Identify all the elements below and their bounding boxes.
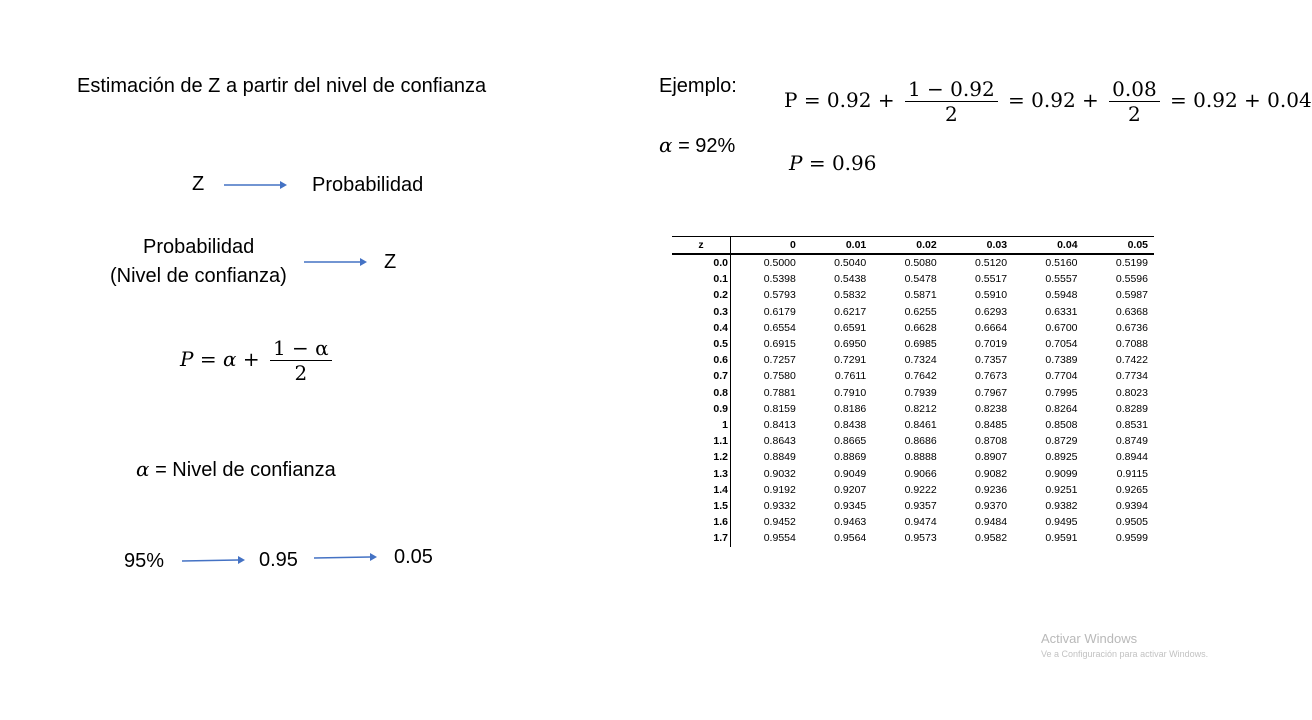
- alpha-definition: [136, 457, 336, 482]
- probability-cell: 0.6179: [763, 305, 796, 318]
- probability-cell: 0.9066: [904, 467, 937, 480]
- probability-cell: 0.7704: [1045, 370, 1078, 383]
- z-value-cell: 1.5: [672, 498, 731, 514]
- probability-cell: 0.7611: [834, 370, 867, 383]
- probability-cell: 0.7054: [1045, 338, 1078, 351]
- table-row: [672, 530, 1154, 546]
- probability-cell: 0.5832: [834, 289, 867, 302]
- eq-rhs: = 0.92 + 0.04: [1170, 88, 1312, 112]
- probability-cell: 0.8665: [834, 435, 867, 448]
- arrow-right-icon: [314, 550, 378, 564]
- probability-cell: 0.9099: [1045, 467, 1078, 480]
- probability-cell: 0.8238: [974, 402, 1008, 415]
- z-label-2: Z: [384, 251, 397, 273]
- probability-cell: 0.7673: [974, 370, 1008, 383]
- z-label: Z: [192, 173, 205, 195]
- z-value-cell: 0.1: [672, 271, 731, 287]
- z-value-cell: 1.6: [672, 514, 731, 530]
- probability-cell: 0.5120: [974, 257, 1008, 269]
- eq-frac2-num: 0.08: [1112, 77, 1157, 101]
- alpha-example: [659, 133, 735, 158]
- z-value-cell: 0.3: [672, 304, 731, 320]
- probability-cell: 0.9463: [834, 516, 867, 529]
- alpha-symbol: α: [659, 133, 673, 157]
- probability-cell: 0.5910: [974, 289, 1008, 302]
- probability-cell: 0.8413: [763, 419, 796, 432]
- table-row: [672, 320, 1154, 336]
- alpha-example-text: = 92%: [672, 135, 736, 157]
- probability-cell: 0.5871: [904, 289, 937, 302]
- probability-cell: 0.9484: [974, 516, 1008, 529]
- z-table-header-cell: 0.04: [1013, 237, 1083, 255]
- probability-cell: 0.9251: [1045, 483, 1078, 496]
- probability-cell: 0.8907: [974, 451, 1008, 464]
- probability-cell: 0.5438: [834, 273, 867, 286]
- table-row: [672, 385, 1154, 401]
- arrow-right-icon: [304, 255, 368, 269]
- probability-cell: 0.8485: [974, 419, 1008, 432]
- z-value-cell: 1.3: [672, 466, 731, 482]
- probability-cell: 0.5199: [1115, 257, 1148, 269]
- example-result: [789, 151, 876, 175]
- conversion-decimal: 0.95: [259, 549, 298, 571]
- z-table-header-cell: 0.02: [872, 237, 942, 255]
- probability-cell: 0.7357: [974, 354, 1008, 367]
- probability-cell: 0.6915: [763, 338, 796, 351]
- probability-cell: 0.8729: [1045, 435, 1078, 448]
- probability-cell: 0.7422: [1115, 354, 1148, 367]
- z-table-header-cell: 0: [731, 237, 802, 255]
- z-value-cell: 0.0: [672, 254, 731, 271]
- probability-cell: 0.5398: [763, 273, 796, 286]
- probability-cell: 0.8264: [1045, 402, 1078, 415]
- probability-label: Probabilidad: [312, 174, 424, 196]
- probability-formula: P = α + $\frac{1 - \alpha}{2}$: [180, 336, 336, 385]
- z-value-cell: 0.8: [672, 385, 731, 401]
- probability-cell: 0.7291: [834, 354, 867, 367]
- probability-cell: 0.9357: [904, 500, 937, 513]
- probability-cell: 0.9049: [834, 467, 867, 480]
- formula-denominator: 2: [270, 360, 332, 385]
- probability-cell: 0.8508: [1045, 419, 1078, 432]
- probability-cell: 0.5080: [904, 257, 937, 269]
- probability-cell: 0.5478: [904, 273, 937, 286]
- probability-cell: 0.5596: [1115, 273, 1148, 286]
- probability-cell: 0.6217: [834, 305, 867, 318]
- probability-cell: 0.9505: [1115, 516, 1148, 529]
- probability-cell: 0.8849: [763, 451, 796, 464]
- probability-cell: 0.6664: [974, 321, 1008, 334]
- z-value-cell: 1: [672, 417, 731, 433]
- probability-cell: 0.8888: [904, 451, 937, 464]
- probability-cell: 0.9222: [904, 483, 937, 496]
- probability-cell: 0.9599: [1115, 532, 1148, 545]
- probability-cell: 0.7995: [1045, 386, 1078, 399]
- formula-alpha: α: [222, 347, 237, 371]
- probability-cell: 0.7939: [904, 386, 937, 399]
- z-value-cell: 1.4: [672, 482, 731, 498]
- z-value-cell: 1.1: [672, 433, 731, 449]
- probability-cell: 0.7734: [1115, 370, 1148, 383]
- probability-cell: 0.9265: [1115, 483, 1148, 496]
- eq-frac1-num: 1 − 0.92: [907, 77, 995, 101]
- probability-cell: 0.9192: [763, 483, 796, 496]
- probability-cell: 0.8643: [763, 435, 796, 448]
- slide-title: Estimación de Z a partir del nivel de confianza: [77, 75, 487, 97]
- formula-numerator: 1 − α: [272, 336, 329, 360]
- probability-cell: 0.9382: [1045, 500, 1078, 513]
- probability-cell: 0.9573: [904, 532, 937, 545]
- probability-cell: 0.8749: [1115, 435, 1148, 448]
- z-value-cell: 1.2: [672, 449, 731, 465]
- probability-cell: 0.6628: [904, 321, 937, 334]
- z-table-header-cell: z: [672, 237, 731, 255]
- table-row: [672, 368, 1154, 384]
- probability-cell: 0.7088: [1115, 338, 1148, 351]
- probability-cell: 0.7881: [763, 386, 796, 399]
- eq-mid: = 0.92 +: [1008, 88, 1099, 112]
- probability-cell: 0.6368: [1115, 305, 1148, 318]
- probability-cell: 0.7389: [1045, 354, 1078, 367]
- probability-cell: 0.9495: [1045, 516, 1078, 529]
- table-row: [672, 498, 1154, 514]
- z-table-header-cell: 0.01: [802, 237, 872, 255]
- table-row: [672, 271, 1154, 287]
- probability-cell: 0.9370: [974, 500, 1008, 513]
- probability-cell: 0.9082: [974, 467, 1008, 480]
- probability-cell: 0.6293: [974, 305, 1008, 318]
- table-row: [672, 449, 1154, 465]
- table-row: [672, 336, 1154, 352]
- probability-cell: 0.6554: [763, 321, 796, 334]
- probability-cell: 0.7324: [904, 354, 937, 367]
- table-row: [672, 287, 1154, 303]
- probability-cell: 0.9394: [1115, 500, 1148, 513]
- z-value-cell: 0.7: [672, 368, 731, 384]
- z-table: [672, 236, 1156, 552]
- probability-cell: 0.9564: [834, 532, 867, 545]
- probability-cell: 0.8925: [1045, 451, 1078, 464]
- probability-cell: 0.6950: [834, 338, 867, 351]
- eq-frac1-den: 2: [905, 101, 998, 126]
- probability-cell: 0.6331: [1045, 305, 1078, 318]
- probability-cell: 0.9115: [1116, 467, 1148, 480]
- z-value-cell: 0.5: [672, 336, 731, 352]
- probability-cell: 0.8944: [1115, 451, 1148, 464]
- probability-cell: 0.8212: [904, 402, 937, 415]
- probability-cell: 0.8531: [1115, 419, 1148, 432]
- probability-cell: 0.6255: [904, 305, 937, 318]
- z-value-cell: 0.2: [672, 287, 731, 303]
- probability-cell: 0.9032: [763, 467, 796, 480]
- z-value-cell: 0.9: [672, 401, 731, 417]
- probability-cell: 0.6985: [904, 338, 937, 351]
- probability-cell: 0.9474: [904, 516, 937, 529]
- result-p: P: [789, 151, 803, 175]
- probability-label-2: Probabilidad: [143, 236, 255, 258]
- probability-cell: 0.9452: [763, 516, 796, 529]
- probability-cell: 0.5040: [834, 257, 867, 269]
- probability-cell: 0.9582: [974, 532, 1008, 545]
- alpha-symbol: α: [136, 457, 150, 481]
- probability-cell: 0.8686: [904, 435, 937, 448]
- probability-cell: 0.9332: [763, 500, 796, 513]
- probability-cell: 0.5793: [763, 289, 796, 302]
- probability-cell: 0.7642: [904, 370, 937, 383]
- alpha-definition-text: = Nivel de confianza: [149, 459, 336, 481]
- example-label: Ejemplo:: [659, 75, 737, 97]
- probability-cell: 0.7257: [763, 354, 796, 367]
- table-row: [672, 401, 1154, 417]
- probability-cell: 0.9554: [763, 532, 796, 545]
- probability-cell: 0.5557: [1045, 273, 1078, 286]
- confidence-level-label: (Nivel de confianza): [110, 265, 287, 287]
- probability-cell: 0.9207: [834, 483, 867, 496]
- conversion-percent: 95%: [124, 550, 165, 572]
- probability-cell: 0.8186: [834, 402, 867, 415]
- probability-cell: 0.9236: [974, 483, 1008, 496]
- probability-cell: 0.6700: [1045, 321, 1078, 334]
- probability-cell: 0.5000: [763, 257, 796, 269]
- z-value-cell: 1.7: [672, 530, 731, 546]
- table-row: [672, 433, 1154, 449]
- probability-cell: 0.8708: [974, 435, 1008, 448]
- result-value: = 0.96: [802, 151, 877, 175]
- activate-windows-title: Activar Windows: [1041, 631, 1138, 646]
- probability-cell: 0.5517: [974, 273, 1008, 286]
- eq-lhs: P = 0.92 +: [784, 88, 895, 112]
- conversion-complement: 0.05: [394, 546, 433, 568]
- table-row: [672, 482, 1154, 498]
- arrow-right-icon: [224, 178, 288, 192]
- probability-cell: 0.8461: [904, 419, 937, 432]
- probability-cell: 0.8289: [1115, 402, 1148, 415]
- probability-cell: 0.8159: [763, 402, 796, 415]
- probability-cell: 0.7019: [974, 338, 1008, 351]
- formula-p: P: [180, 347, 194, 371]
- example-equation: [784, 77, 1312, 126]
- table-row: [672, 254, 1154, 271]
- table-row: [672, 514, 1154, 530]
- activate-windows-subtitle: Ve a Configuración para activar Windows.: [1041, 649, 1209, 659]
- table-row: [672, 304, 1154, 320]
- probability-cell: 0.8023: [1115, 386, 1148, 399]
- eq-frac2-den: 2: [1109, 101, 1160, 126]
- probability-cell: 0.8869: [834, 451, 867, 464]
- table-row: [672, 417, 1154, 433]
- table-row: [672, 352, 1154, 368]
- z-value-cell: 0.6: [672, 352, 731, 368]
- probability-cell: 0.5160: [1045, 257, 1078, 269]
- table-row: [672, 466, 1154, 482]
- probability-cell: 0.9591: [1045, 532, 1078, 545]
- probability-cell: 0.5948: [1045, 289, 1078, 302]
- probability-cell: 0.7910: [834, 386, 867, 399]
- probability-cell: 0.7580: [763, 370, 796, 383]
- z-value-cell: 0.4: [672, 320, 731, 336]
- probability-cell: 0.6591: [834, 321, 867, 334]
- probability-cell: 0.5987: [1115, 289, 1148, 302]
- probability-cell: 0.8438: [834, 419, 867, 432]
- z-table-header-cell: 0.03: [943, 237, 1013, 255]
- z-table-header: [672, 237, 1154, 255]
- probability-cell: 0.6736: [1115, 321, 1148, 334]
- probability-cell: 0.9345: [834, 500, 867, 513]
- z-table-header-cell: 0.05: [1084, 237, 1154, 255]
- probability-cell: 0.7967: [974, 386, 1008, 399]
- arrow-right-icon: [182, 553, 246, 567]
